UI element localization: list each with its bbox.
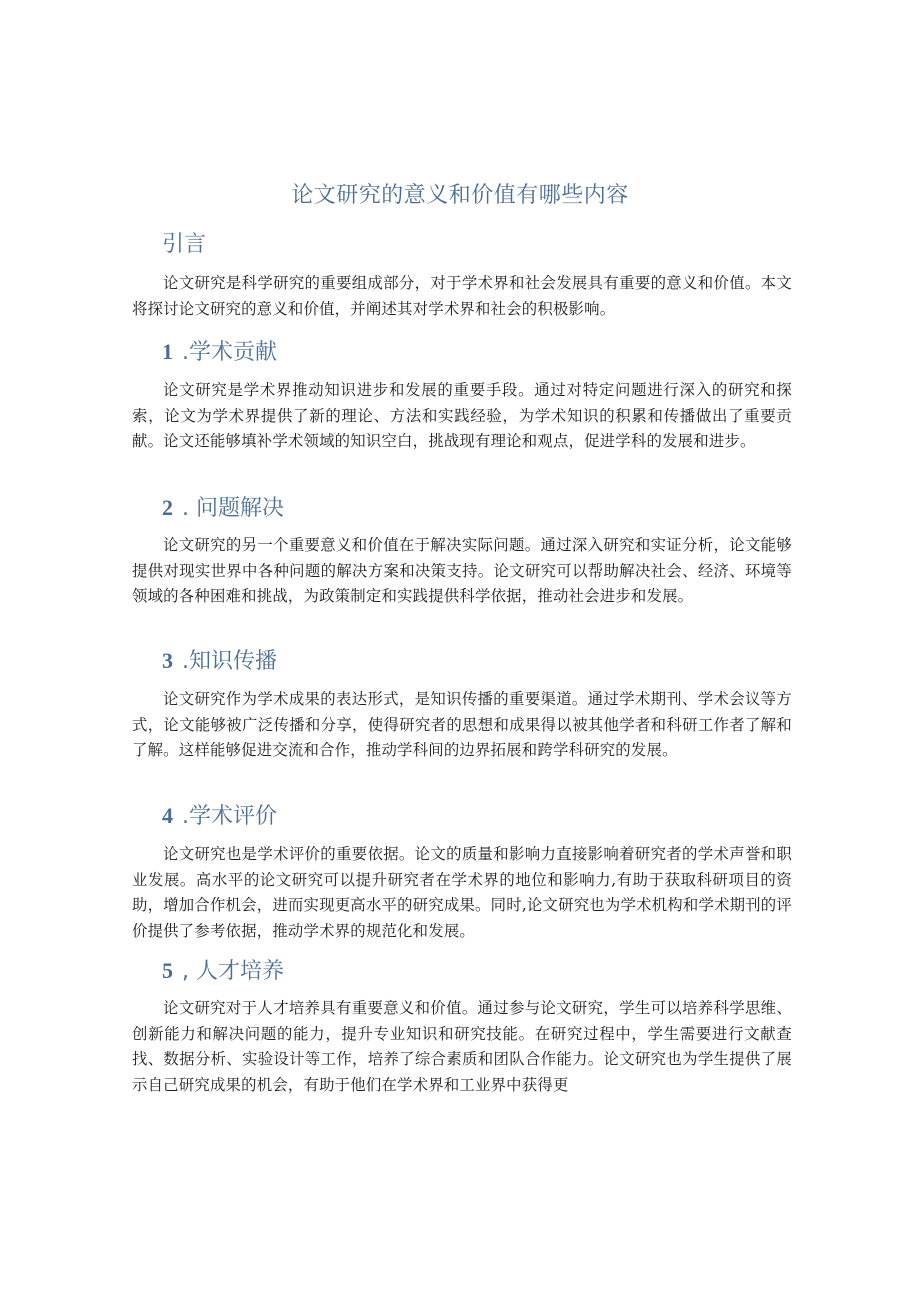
- section-5-heading: [162, 955, 284, 988]
- section-5-number: 5: [162, 958, 173, 983]
- section-1-number: 1: [162, 339, 173, 364]
- section-4-title: .学术评价: [182, 804, 277, 829]
- section-1-title: .学术贡献: [182, 340, 277, 365]
- intro-heading: 引言: [162, 232, 207, 257]
- document-title: 论文研究的意义和价值有哪些内容: [291, 183, 629, 208]
- section-3-title: .知识传播: [182, 649, 277, 674]
- section-1-heading: [162, 336, 277, 369]
- section-4-number: 4: [162, 803, 173, 828]
- section-3-number: 3: [162, 648, 173, 673]
- section-5-title: , 人才培养: [182, 959, 284, 984]
- section-4-paragraph: 论文研究也是学术评价的重要依据。论文的质量和影响力直接影响着研究者的学术声誉和职业发展。高水平的论文研究可以提升研究者在学术界的地位和影响力,有助于获取科研项目的资助，增加合作机会，进而实现更高水平的研究成果。同时,论文研究也为学术机构和学术期刊的评价提供了参考依据，推动学术界的规范化和发展。: [132, 845, 792, 940]
- intro-paragraph: 论文研究是科学研究的重要组成部分，对于学术界和社会发展具有重要的意义和价值。本文将探讨论文研究的意义和价值，并阐述其对学术界和社会的积极影响。: [132, 274, 792, 318]
- section-1-paragraph: 论文研究是学术界推动知识进步和发展的重要手段。通过对特定问题进行深入的研究和探索，论文为学术界提供了新的理论、方法和实践经验，为学术知识的积累和传播做出了重要贡献。论文还能够填补学术领域的知识空白，挑战现有理论和观点，促进学科的发展和进步。: [132, 381, 792, 450]
- section-3-heading: [162, 645, 277, 678]
- section-2-paragraph: 论文研究的另一个重要意义和价值在于解决实际问题。通过深入研究和实证分析，论文能够提供对现实世界中各种问题的解决方案和决策支持。论文研究可以帮助解决社会、经济、环境等领域的各种困难和挑战，为政策制定和实践提供科学依据，推动社会进步和发展。: [132, 536, 792, 605]
- section-2-title: . 问题解决: [182, 496, 284, 521]
- section-3-paragraph: 论文研究作为学术成果的表达形式，是知识传播的重要渠道。通过学术期刊、学术会议等方式，论文能够被广泛传播和分享，使得研究者的思想和成果得以被其他学者和科研工作者了解和了解。这样能够促进交流和合作，推动学科间的边界拓展和跨学科研究的发展。: [132, 690, 792, 759]
- section-4-heading: [162, 800, 277, 833]
- section-2-number: 2: [162, 495, 173, 520]
- section-2-heading: [162, 492, 284, 525]
- section-5-paragraph: 论文研究对于人才培养具有重要意义和价值。通过参与论文研究，学生可以培养科学思维、创新能力和解决问题的能力，提升专业知识和研究技能。在研究过程中，学生需要进行文献查找、数据分析、实验设计等工作，培养了综合素质和团队合作能力。论文研究也为学生提供了展示自己研究成果的机会，有助于他们在学术界和工业界中获得更: [132, 999, 792, 1094]
